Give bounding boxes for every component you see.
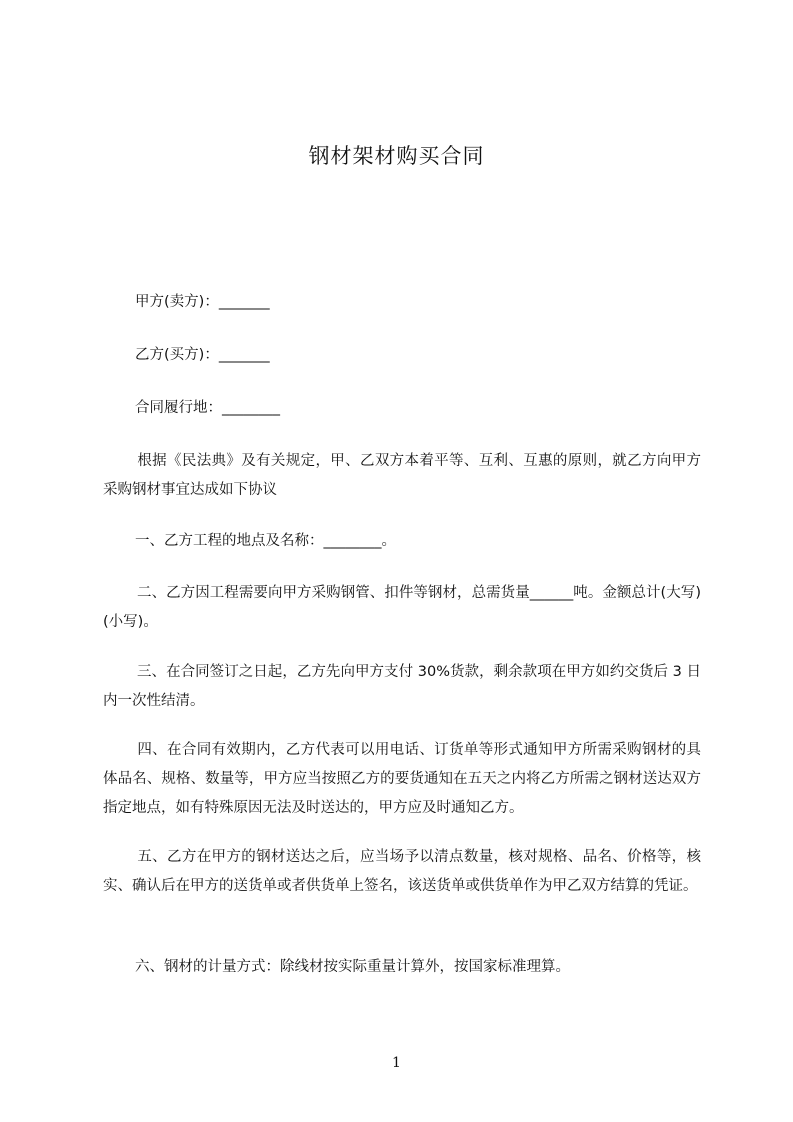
party-a-line: 甲方(卖方)：_______ [135, 294, 270, 310]
intro-paragraph [103, 447, 701, 505]
clause-2-text: 二、乙方因工程需要向甲方采购钢管、扣件等钢材，总需货量______吨。金额总计(大写)(小写)。 [103, 585, 701, 630]
intro-text: 根据《民法典》及有关规定，甲、乙双方本着平等、互利、互惠的原则，就乙方向甲方采购钢材事宜达成如下协议 [103, 453, 701, 498]
clause-3-text: 三、在合同签订之日起，乙方先向甲方支付 30%货款，剩余款项在甲方如约交货后 3 日内一次性结清。 [103, 664, 701, 709]
clause-6: 六、钢材的计量方式：除线材按实际重量计算外，按国家标准理算。 [135, 959, 570, 975]
clause-3 [103, 658, 701, 716]
page-number: 1 [392, 1055, 401, 1071]
clause-5 [103, 843, 701, 901]
clause-1: 一、乙方工程的地点及名称：________。 [135, 533, 396, 549]
contract-location-line: 合同履行地：________ [135, 400, 280, 416]
clause-4-text: 四、在合同有效期内，乙方代表可以用电话、订货单等形式通知甲方所需采购钢材的具体品名、规格、数量等，甲方应当按照乙方的要货通知在五天之内将乙方所需之钢材送达双方指定地点，如有特殊原因无法及时送达的，甲方应及时通知乙方。 [103, 742, 701, 816]
contract-title: 钢材架材购买合同 [308, 144, 485, 168]
party-b-line: 乙方(买方)：_______ [135, 347, 270, 363]
clause-4 [103, 736, 701, 823]
clause-2 [103, 579, 701, 637]
clause-5-text: 五、乙方在甲方的钢材送达之后，应当场予以清点数量，核对规格、品名、价格等，核实、确认后在甲方的送货单或者供货单上签名，该送货单或供货单作为甲乙双方结算的凭证。 [103, 849, 701, 894]
